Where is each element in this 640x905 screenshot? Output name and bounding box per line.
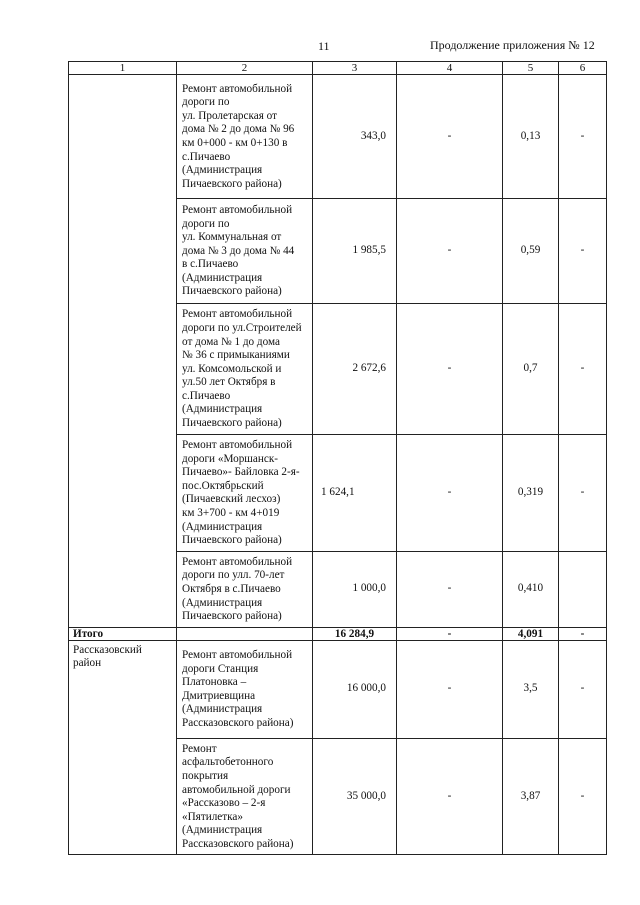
description-line: с.Пичаево (182, 150, 231, 163)
description-line: Пичаево»- Байловка 2-я- (182, 466, 300, 479)
column-header: 1 (69, 62, 177, 75)
total-empty-cell (177, 627, 313, 640)
cost-value: 35 000,0 (313, 738, 397, 855)
column-4-value: - (397, 199, 503, 304)
description-line: дороги по улл. 70-лет (182, 569, 285, 582)
description-line: Ремонт автомобильной (182, 555, 293, 568)
description-line: (Администрация (182, 703, 263, 716)
description-line: дороги Станция (182, 662, 259, 675)
region-name-line: Рассказовский (73, 643, 142, 656)
description-line: (Администрация (182, 403, 263, 416)
column-6-value: - (559, 75, 607, 199)
description-line: «Рассказово – 2-я (182, 797, 266, 810)
description-line: ул. Комсомольской и (182, 362, 282, 375)
description-line: Пичаевского района) (182, 610, 282, 623)
description-line: пос.Октябрьский (182, 479, 264, 492)
description-line: с.Пичаево (182, 389, 231, 402)
column-6-value: - (559, 435, 607, 552)
description-line: Ремонт (182, 742, 217, 755)
description-line: в с.Пичаево (182, 258, 239, 271)
column-6-value: - (559, 640, 607, 738)
column-6-value (559, 551, 607, 627)
work-description (177, 435, 313, 552)
description-line: Октября в с.Пичаево (182, 582, 281, 595)
cost-value: 16 000,0 (313, 640, 397, 738)
description-line: дороги по (182, 96, 230, 109)
description-line: (Администрация (182, 520, 263, 533)
length-value: 3,5 (503, 640, 559, 738)
work-description (177, 738, 313, 855)
total-cost: 16 284,9 (313, 627, 397, 640)
description-line: Пичаевского района) (182, 177, 282, 190)
description-line: ул. Пролетарская от (182, 109, 278, 122)
total-row (69, 627, 607, 640)
description-line: «Пятилетка» (182, 810, 243, 823)
total-length: 4,091 (503, 627, 559, 640)
total-column-6: - (559, 627, 607, 640)
table-row (69, 640, 607, 738)
description-line: (Администрация (182, 271, 263, 284)
column-4-value: - (397, 640, 503, 738)
description-line: Рассказовского района) (182, 716, 294, 729)
description-line: (Пичаевский лесхоз) (182, 493, 281, 506)
description-line: Рассказовского района) (182, 837, 294, 850)
description-line: дороги по (182, 217, 230, 230)
cost-value: 343,0 (313, 75, 397, 199)
cost-value: 1 000,0 (313, 551, 397, 627)
work-description (177, 199, 313, 304)
column-4-value: - (397, 738, 503, 855)
description-line: Ремонт автомобильной (182, 439, 293, 451)
description-line: (Администрация (182, 824, 263, 837)
description-line: км 3+700 - км 4+019 (182, 506, 280, 519)
description-line: Ремонт автомобильной (182, 203, 293, 216)
description-line: (Администрация (182, 164, 263, 177)
column-6-value: - (559, 738, 607, 855)
description-line: от дома № 1 до дома (182, 335, 280, 348)
column-header: 4 (397, 62, 503, 75)
description-line: км 0+000 - км 0+130 в (182, 137, 288, 149)
table-row (69, 75, 607, 199)
column-header: 3 (313, 62, 397, 75)
length-value: 0,7 (503, 304, 559, 435)
cost-value: 1 624,1 (313, 435, 397, 552)
column-6-value: - (559, 199, 607, 304)
region-name-line: район (73, 657, 102, 670)
length-value: 3,87 (503, 738, 559, 855)
description-line: Пичаевского района) (182, 534, 282, 547)
column-header: 5 (503, 62, 559, 75)
column-4-value: - (397, 435, 503, 552)
cost-value: 2 672,6 (313, 304, 397, 435)
work-description (177, 75, 313, 199)
length-value: 0,319 (503, 435, 559, 552)
description-line: № 36 с примыканиями (182, 349, 290, 362)
description-line: ул.50 лет Октября в (182, 376, 276, 389)
description-line: дома № 2 до дома № 96 (182, 123, 295, 136)
description-line: Ремонт автомобильной (182, 308, 293, 321)
column-4-value: - (397, 551, 503, 627)
work-description (177, 640, 313, 738)
column-4-value: - (397, 304, 503, 435)
cost-value: 1 985,5 (313, 199, 397, 304)
description-line: ул. Коммунальная от (182, 231, 282, 244)
page-number: 11 (318, 39, 330, 53)
column-6-value: - (559, 304, 607, 435)
column-4-value: - (397, 75, 503, 199)
length-value: 0,410 (503, 551, 559, 627)
region-cell (69, 75, 177, 628)
appendix-table (68, 61, 607, 855)
description-line: (Администрация (182, 596, 263, 609)
appendix-header: Продолжение приложения № 12 (430, 38, 595, 52)
description-line: Пичаевского района) (182, 285, 282, 298)
total-column-4: - (397, 627, 503, 640)
length-value: 0,59 (503, 199, 559, 304)
column-header: 2 (177, 62, 313, 75)
column-header: 6 (559, 62, 607, 75)
description-line: Платоновка – (182, 676, 247, 689)
description-line: Ремонт автомобильной (182, 648, 293, 661)
description-line: асфальтобетонного (182, 756, 274, 769)
column-number-row (69, 62, 607, 75)
work-description (177, 304, 313, 435)
length-value: 0,13 (503, 75, 559, 199)
description-line: дома № 3 до дома № 44 (182, 244, 295, 257)
description-line: Дмитриевщина (182, 689, 256, 702)
description-line: дороги по ул.Строителей (182, 321, 302, 334)
work-description (177, 551, 313, 627)
description-line: Ремонт автомобильной (182, 82, 293, 95)
description-line: дороги «Моршанск- (182, 452, 278, 465)
description-line: Пичаевского района) (182, 417, 282, 430)
description-line: автомобильной дороги (182, 783, 291, 796)
region-name (69, 640, 177, 855)
total-label: Итого (69, 627, 177, 640)
description-line: покрытия (182, 769, 229, 782)
